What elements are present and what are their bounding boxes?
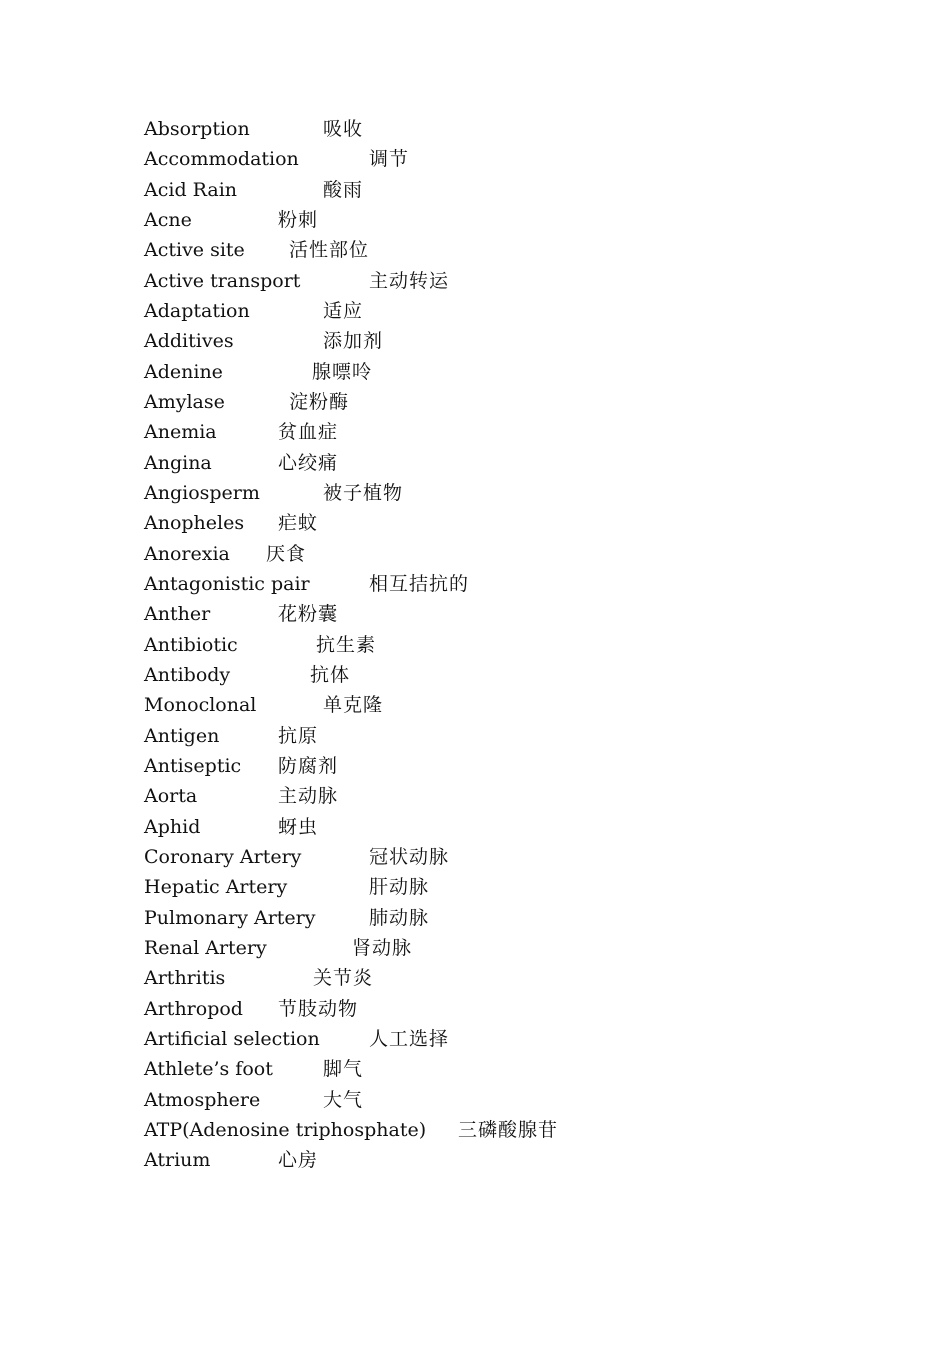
term-english: Atrium — [144, 1149, 211, 1172]
term-english: Adenine — [144, 360, 223, 383]
term-chinese: 疟蚊 — [278, 512, 319, 535]
term-chinese: 心房 — [278, 1149, 319, 1172]
term-english: Renal Artery — [144, 936, 267, 959]
glossary-entry — [144, 1115, 559, 1145]
term-chinese: 适应 — [323, 299, 364, 322]
term-english: Athlete’s foot — [144, 1058, 273, 1081]
term-english: Antagonistic pair — [144, 572, 310, 595]
glossary-entry — [144, 144, 426, 174]
glossary-entry — [144, 963, 426, 993]
glossary-entry — [144, 751, 426, 781]
term-english: Additives — [144, 330, 234, 353]
term-english: Anther — [144, 603, 211, 626]
term-chinese: 心绞痛 — [278, 451, 339, 474]
term-chinese: 淀粉酶 — [289, 390, 350, 413]
glossary-entry — [144, 660, 426, 690]
glossary-entry — [144, 903, 430, 933]
glossary-entry — [144, 630, 426, 660]
term-english: Active transport — [144, 269, 301, 292]
term-english: Antibody — [144, 663, 231, 686]
term-english: Angiosperm — [144, 481, 260, 504]
term-english: Artificial selection — [144, 1027, 320, 1050]
term-chinese: 贫血症 — [278, 421, 339, 444]
glossary-entry — [144, 235, 426, 265]
glossary-entry — [144, 690, 426, 720]
glossary-entry — [144, 781, 426, 811]
glossary-entry — [144, 599, 426, 629]
term-english: Accommodation — [144, 148, 299, 171]
term-english: Antigen — [144, 724, 220, 747]
term-chinese: 三磷酸腺苷 — [458, 1118, 559, 1141]
glossary-entry — [144, 478, 426, 508]
term-chinese: 酸雨 — [323, 178, 364, 201]
glossary-entry — [144, 387, 426, 417]
term-english: Monoclonal — [144, 694, 257, 717]
glossary-entry — [144, 842, 450, 872]
term-chinese: 蚜虫 — [278, 815, 319, 838]
glossary-entry — [144, 296, 426, 326]
glossary-entry — [144, 326, 426, 356]
term-chinese: 关节炎 — [313, 967, 374, 990]
term-english: Atmosphere — [144, 1088, 261, 1111]
glossary-entry — [144, 539, 426, 569]
glossary-entry — [144, 1054, 426, 1084]
glossary-entry — [144, 569, 470, 599]
glossary-entry — [144, 175, 426, 205]
term-chinese: 吸收 — [323, 118, 364, 140]
term-english: Absorption — [144, 118, 250, 140]
term-chinese: 腺嘌呤 — [312, 360, 373, 383]
term-english: Adaptation — [144, 299, 250, 322]
glossary-entry — [144, 1145, 426, 1175]
glossary-entry — [144, 1085, 426, 1115]
glossary-entry — [144, 933, 426, 963]
term-english: Arthropod — [144, 997, 243, 1020]
term-chinese: 粉刺 — [278, 208, 319, 231]
term-english: Antibiotic — [144, 633, 238, 656]
term-english: Aorta — [144, 785, 198, 808]
glossary-entry — [144, 448, 426, 478]
term-chinese: 主动脉 — [278, 785, 339, 808]
term-english: Coronary Artery — [144, 845, 302, 868]
term-chinese: 防腐剂 — [278, 754, 339, 777]
glossary-list — [144, 114, 559, 1175]
term-chinese: 添加剂 — [323, 330, 384, 353]
term-english: Anorexia — [144, 542, 230, 565]
term-english: Hepatic Artery — [144, 876, 288, 899]
term-english: Angina — [144, 451, 212, 474]
term-chinese: 肺动脉 — [369, 906, 430, 929]
term-english: Acne — [144, 208, 192, 231]
glossary-entry — [144, 721, 426, 751]
term-chinese: 抗原 — [278, 724, 319, 747]
term-english: Anemia — [144, 421, 217, 444]
term-english: ATP(Adenosine triphosphate) — [144, 1118, 427, 1141]
term-chinese: 被子植物 — [323, 481, 404, 504]
term-english: Aphid — [144, 815, 201, 838]
term-chinese: 调节 — [369, 148, 410, 171]
glossary-entry — [144, 508, 426, 538]
term-chinese: 单克隆 — [323, 694, 384, 717]
term-chinese: 活性部位 — [289, 239, 370, 262]
term-english: Arthritis — [144, 967, 226, 990]
term-chinese: 厌食 — [266, 542, 307, 565]
term-chinese: 人工选择 — [369, 1027, 450, 1050]
term-chinese: 冠状动脉 — [369, 845, 450, 868]
term-chinese: 肝动脉 — [369, 876, 430, 899]
glossary-entry — [144, 266, 450, 296]
term-english: Amylase — [144, 390, 225, 413]
term-chinese: 肾动脉 — [352, 936, 413, 959]
term-chinese: 抗生素 — [316, 633, 377, 656]
glossary-entry — [144, 357, 426, 387]
glossary-entry — [144, 1024, 450, 1054]
term-chinese: 主动转运 — [369, 269, 450, 292]
term-chinese: 花粉囊 — [278, 603, 339, 626]
term-chinese: 相互拮抗的 — [369, 572, 470, 595]
glossary-entry — [144, 114, 426, 144]
glossary-entry — [144, 812, 426, 842]
glossary-entry — [144, 872, 430, 902]
glossary-entry — [144, 205, 426, 235]
glossary-entry — [144, 417, 426, 447]
term-chinese: 脚气 — [323, 1058, 364, 1081]
term-chinese: 大气 — [323, 1088, 364, 1111]
term-chinese: 节肢动物 — [278, 997, 359, 1020]
term-english: Pulmonary Artery — [144, 906, 316, 929]
term-english: Acid Rain — [144, 178, 238, 201]
term-english: Active site — [144, 239, 245, 262]
glossary-entry — [144, 994, 426, 1024]
term-english: Anopheles — [144, 512, 245, 535]
term-chinese: 抗体 — [310, 663, 351, 686]
term-english: Antiseptic — [144, 754, 242, 777]
